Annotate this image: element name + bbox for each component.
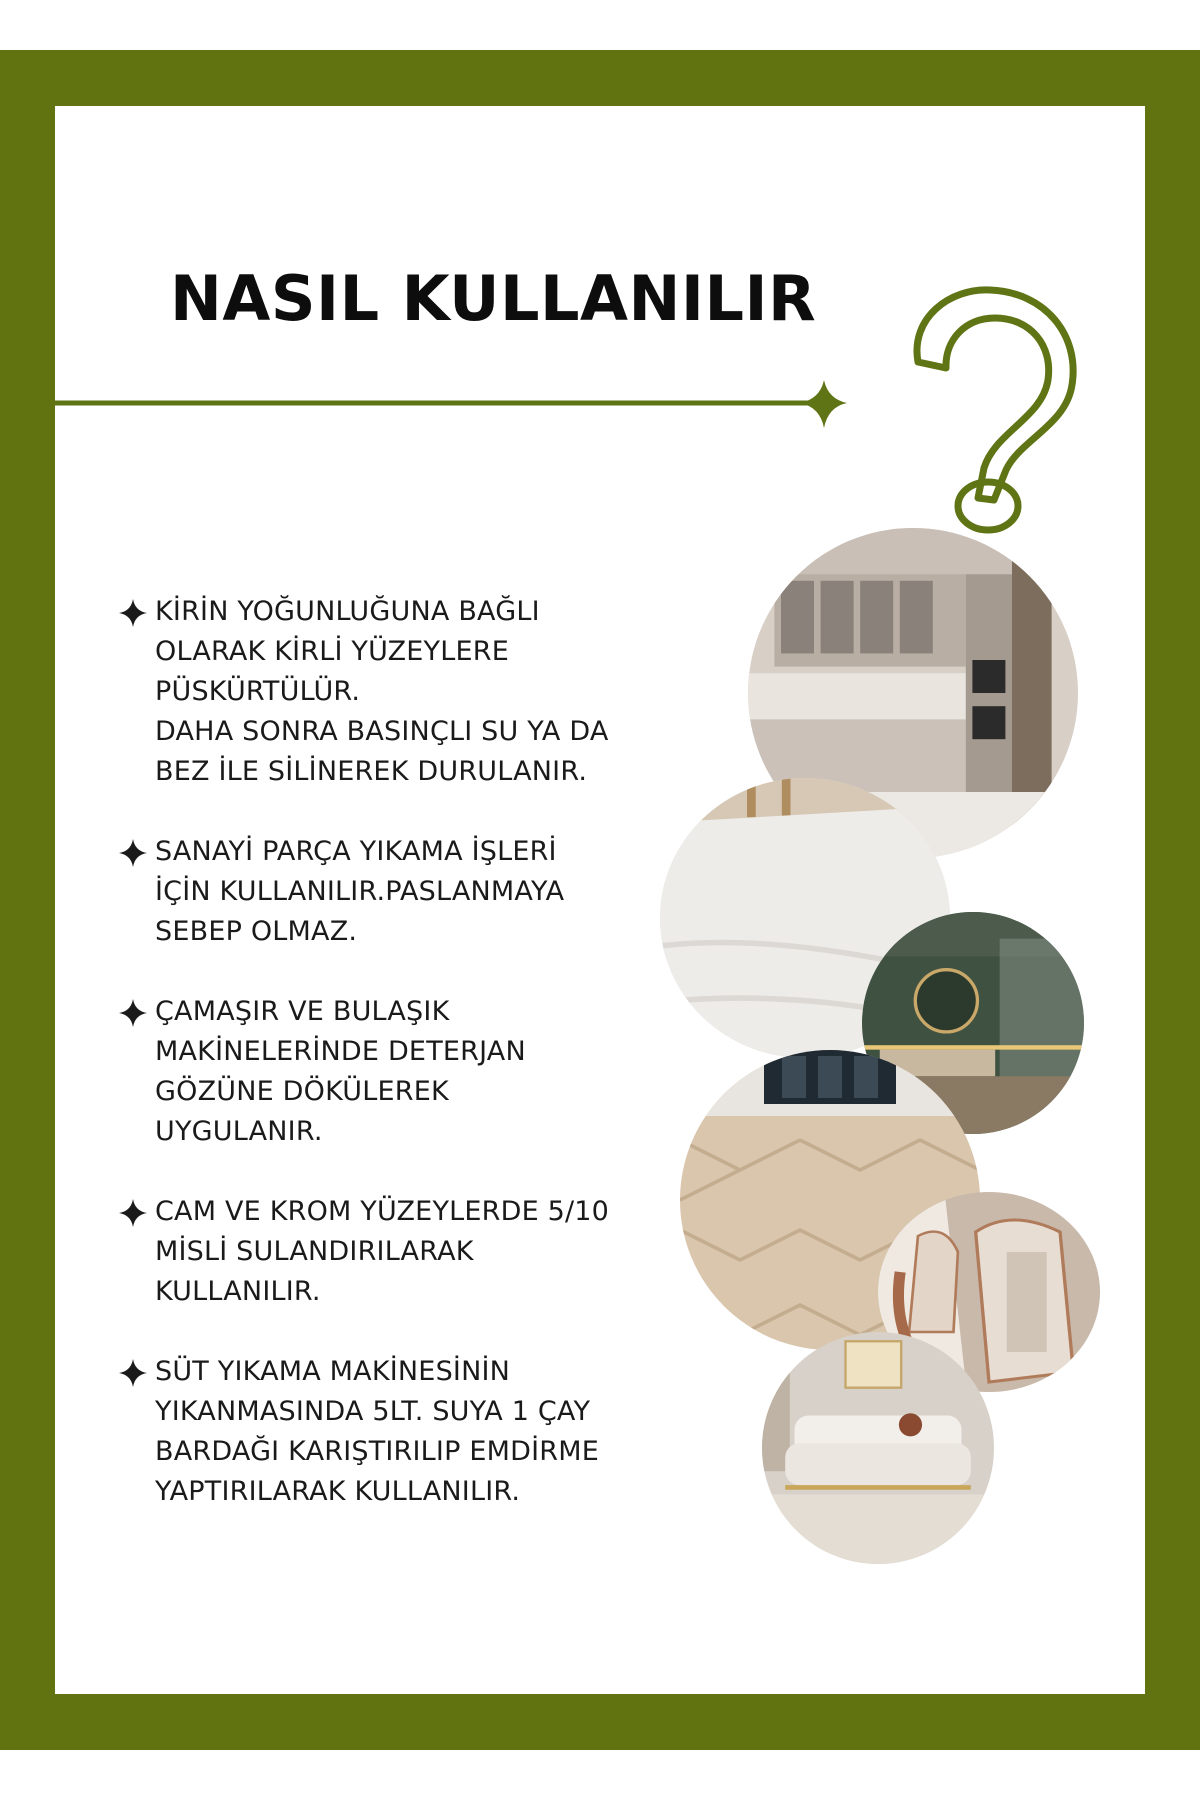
sparkle-star-icon xyxy=(118,1358,148,1388)
instruction-text: SANAYİ PARÇA YIKAMA İŞLERİ İÇİN KULLANILIR.PASLANMAYA SEBEP OLMAZ. xyxy=(155,836,565,947)
sparkle-star-icon xyxy=(118,1198,148,1228)
instruction-text: ÇAMAŞIR VE BULAŞIK MAKİNELERİNDE DETERJAN GÖZÜNE DÖKÜLEREK UYGULANIR. xyxy=(155,996,526,1147)
page-title: NASIL KULLANILIR xyxy=(170,262,817,335)
instruction-item xyxy=(118,592,678,792)
sofa-photo xyxy=(762,1332,994,1564)
instruction-text: KİRİN YOĞUNLUĞUNA BAĞLI OLARAK KİRLİ YÜZEYLERE PÜSKÜRTÜLÜR. DAHA SONRA BASINÇLI SU YA DA BEZ İLE SİLİNEREK DURULANIR. xyxy=(155,596,609,787)
instruction-item xyxy=(118,832,678,952)
instruction-item xyxy=(118,992,678,1152)
instruction-text: SÜT YIKAMA MAKİNESİNİN YIKANMASINDA 5LT. SUYA 1 ÇAY BARDAĞI KARIŞTIRILIP EMDİRME YAPTIRILARAK KULLANILIR. xyxy=(155,1356,599,1507)
sparkle-star-icon xyxy=(118,998,148,1028)
instruction-item xyxy=(118,1192,678,1312)
instruction-text: CAM VE KROM YÜZEYLERDE 5/10 MİSLİ SULANDIRILARAK KULLANILIR. xyxy=(155,1196,610,1307)
question-mark-icon xyxy=(917,290,1073,530)
instruction-item xyxy=(118,1352,678,1512)
divider-star-icon xyxy=(800,380,847,428)
sparkle-star-icon xyxy=(118,838,148,868)
sparkle-star-icon xyxy=(118,598,148,628)
